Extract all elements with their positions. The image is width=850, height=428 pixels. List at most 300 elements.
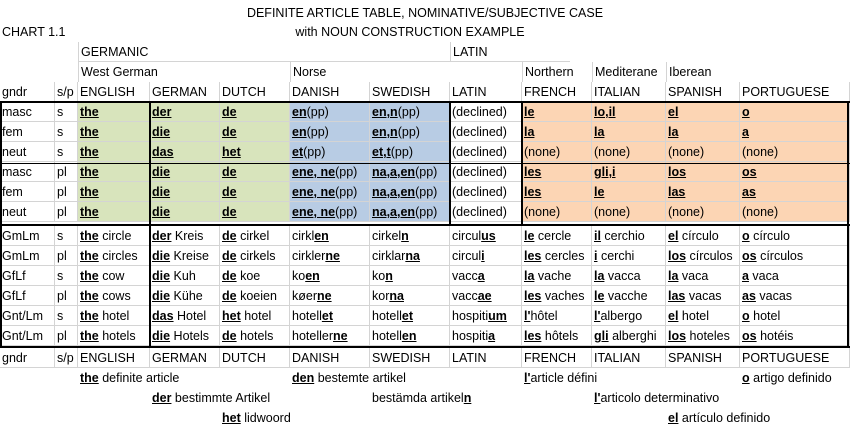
article-part: os [742,165,757,179]
article-part: die [152,289,171,303]
chart-label: CHART 1.1 [2,25,66,39]
definite-article-term [220,408,390,428]
text-part: Kühe [170,289,203,303]
article-part: the [80,329,99,343]
text-part: cirkel [372,229,402,243]
article-part: la [524,269,535,283]
text-part: ko [372,269,386,283]
article-part: the [80,145,99,159]
article-part: el [668,309,679,323]
article-cell-french [522,182,592,202]
definite-article-term [290,368,460,388]
article-cell-portuguese [740,182,850,202]
footer-column-header: s/p [55,348,78,368]
text-part: vacas [685,289,722,303]
article-part: die [152,329,171,343]
text-part: hotel [678,309,710,323]
column-header: FRENCH [522,82,592,102]
article-part: ne [317,289,332,303]
article-part: os [742,329,757,343]
article-cell-latin [450,182,522,202]
article-cell-swedish [370,102,450,122]
text-part: hôtel [530,309,558,323]
noun-cell-danish [290,286,370,306]
footer-column-header: DUTCH [220,348,290,368]
article-part: der [152,105,172,119]
text-part: koeien [236,289,277,303]
article-part: et [401,309,414,323]
article-cell-french [522,202,592,222]
article-part: la [594,125,605,139]
article-part: ae [477,289,492,303]
article-part: et,t [372,145,391,159]
article-cell-gender: fem [0,122,55,142]
text-part: cirkel [236,229,270,243]
article-part: the [80,269,99,283]
text-part: (pp) [415,205,438,219]
noun-cell-portuguese [740,306,850,326]
noun-cell-portuguese [740,246,850,266]
article-cell-number: s [55,142,78,162]
text-part: (pp) [390,145,413,159]
noun-cell-spanish [666,266,740,286]
article-part: na [405,249,420,263]
text-part: (pp) [397,105,420,119]
text-part: hotel [98,309,130,323]
article-part: les [524,165,542,179]
article-part: der [152,229,172,243]
article-part: the [80,165,99,179]
article-part: the [80,309,99,323]
article-part: n [401,229,409,243]
table-title: DEFINITE ARTICLE TABLE, NOMINATIVE/SUBJECTIVE CASE [246,6,604,20]
article-part: the [80,249,99,263]
article-part: de [222,185,237,199]
noun-cell-portuguese [740,286,850,306]
noun-cell-danish [290,226,370,246]
article-cell-spanish [666,182,740,202]
article-part: the [80,185,99,199]
noun-cell-gender: GmLm [0,246,55,266]
noun-cell-swedish [370,266,450,286]
text-part: hotell [372,309,402,323]
article-cell-gender: fem [0,182,55,202]
article-part: die [152,269,171,283]
column-header: DUTCH [220,82,290,102]
article-part: a [488,329,496,343]
column-header: s/p [55,82,78,102]
article-part: i [594,249,598,263]
noun-cell-number: pl [55,246,78,266]
article-cell-italian [592,142,666,162]
article-part: ene, ne [292,185,336,199]
article-cell-portuguese [740,142,850,162]
text-part: hoteller [292,329,333,343]
text-part: cerchi [597,249,635,263]
noun-cell-dutch [220,286,290,306]
article-part: o [742,229,750,243]
noun-cell-swedish [370,226,450,246]
noun-cell-german [150,266,220,286]
noun-cell-dutch [220,306,290,326]
article-part: l' [524,309,531,323]
noun-cell-spanish [666,286,740,306]
article-cell-english [78,142,150,162]
text-part: (declined) [452,205,507,219]
noun-cell-gender: GfLf [0,286,55,306]
article-part: en [314,229,329,243]
table-subtitle: with NOUN CONSTRUCTION EXAMPLE [295,25,525,39]
text-part: vacc [452,269,478,283]
article-cell-french [522,142,592,162]
noun-cell-french [522,286,592,306]
text-part: artículo definido [678,411,771,425]
article-cell-swedish [370,202,450,222]
definite-article-term [740,368,850,388]
article-cell-spanish [666,142,740,162]
article-part: en,n [372,125,398,139]
noun-cell-spanish [666,226,740,246]
text-part: hotell [292,309,322,323]
article-cell-spanish [666,162,740,182]
border-line [847,101,849,348]
article-part: die [152,249,171,263]
column-header: SWEDISH [370,82,450,102]
noun-cell-danish [290,266,370,286]
article-cell-portuguese [740,202,850,222]
noun-cell-german [150,226,220,246]
article-part: a [477,269,485,283]
article-part: the [80,205,99,219]
definite-article-term [666,408,836,428]
noun-cell-french [522,226,592,246]
border-line [0,101,2,348]
article-part: the [80,125,99,139]
article-part: l' [594,391,601,405]
article-part: ene, ne [292,165,336,179]
article-part: et [321,309,334,323]
text-part: circle [98,229,132,243]
text-part: hospiti [452,309,489,323]
noun-cell-portuguese [740,266,850,286]
text-part: kor [372,289,390,303]
article-part: de [222,229,237,243]
noun-cell-swedish [370,286,450,306]
group-latin: LATIN [450,42,570,62]
text-part: círculos [756,249,804,263]
text-part: vacche [604,289,648,303]
text-part: vaches [541,289,585,303]
footer-column-header: GERMAN [150,348,220,368]
noun-cell-latin [450,326,522,346]
group-germanic: GERMANIC [78,42,450,62]
article-part: die [152,125,171,139]
article-part: les [524,249,542,263]
article-part: de [222,249,237,263]
noun-cell-english [78,266,150,286]
border-line [149,101,151,348]
text-part: (none) [668,205,705,219]
article-part: den [292,371,315,385]
article-part: um [488,309,507,323]
text-part: vache [534,269,572,283]
noun-cell-spanish [666,306,740,326]
article-part: os [742,249,757,263]
article-part: el [668,411,679,425]
noun-cell-number: s [55,306,78,326]
border-line [0,224,850,226]
column-header: ITALIAN [592,82,666,102]
text-part: (none) [668,145,705,159]
article-part: i [481,249,485,263]
definite-article-term [522,368,692,388]
article-cell-portuguese [740,102,850,122]
text-part: definite article [98,371,180,385]
noun-cell-portuguese [740,226,850,246]
article-part: las [668,185,686,199]
text-part: vacc [452,289,478,303]
text-part: albergo [600,309,643,323]
noun-cell-dutch [220,226,290,246]
article-cell-danish [290,182,370,202]
text-part: Kuh [170,269,196,283]
article-cell-dutch [220,202,290,222]
text-part: lidwoord [240,411,291,425]
noun-cell-spanish [666,246,740,266]
text-part: círculos [686,249,733,263]
article-part: n [385,269,393,283]
footer-column-header: DANISH [290,348,370,368]
text-part: cercle [534,229,572,243]
border-line [0,101,850,103]
noun-cell-swedish [370,246,450,266]
article-part: les [524,289,542,303]
article-cell-dutch [220,162,290,182]
text-part: (pp) [397,125,420,139]
article-part: la [668,125,679,139]
definite-article-term [78,368,248,388]
article-cell-latin [450,122,522,142]
article-part: o [742,309,750,323]
text-part: (pp) [306,125,329,139]
article-part: het [222,145,241,159]
definite-article-term [592,388,762,408]
border-line [0,346,850,348]
text-part: hospiti [452,329,489,343]
article-part: le [594,185,605,199]
article-part: ene, ne [292,205,336,219]
article-part: le [594,289,605,303]
article-part: das [152,145,174,159]
noun-cell-french [522,306,592,326]
article-part: la [668,269,679,283]
noun-cell-portuguese [740,326,850,346]
text-part: articolo determinativo [600,391,720,405]
text-part: (declined) [452,185,507,199]
noun-cell-gender: GfLf [0,266,55,286]
article-cell-italian [592,122,666,142]
border-line [0,163,850,164]
text-part: (pp) [415,185,438,199]
article-cell-dutch [220,182,290,202]
text-part: bestimmte Artikel [171,391,271,405]
noun-cell-italian [592,266,666,286]
text-part: (none) [742,145,779,159]
article-part: en,n [372,105,398,119]
article-cell-gender: neut [0,142,55,162]
article-cell-gender: masc [0,102,55,122]
text-part: (declined) [452,165,507,179]
article-part: el [668,105,679,119]
article-cell-number: s [55,122,78,142]
article-cell-german [150,142,220,162]
text-part: (none) [594,145,631,159]
article-part: die [152,165,171,179]
noun-cell-latin [450,266,522,286]
article-part: el [668,229,679,243]
article-cell-dutch [220,142,290,162]
article-cell-latin [450,202,522,222]
article-cell-french [522,102,592,122]
article-part: o [742,105,750,119]
article-part: de [222,105,237,119]
article-cell-gender: masc [0,162,55,182]
article-part: de [222,205,237,219]
column-header: DANISH [290,82,370,102]
text-part: bestemte artikel [314,371,406,385]
text-part: article défini [530,371,598,385]
article-cell-number: pl [55,162,78,182]
noun-cell-english [78,226,150,246]
text-part: bestämda artikel [372,391,464,405]
text-part: (declined) [452,125,507,139]
article-cell-german [150,162,220,182]
article-cell-german [150,122,220,142]
noun-cell-spanish [666,326,740,346]
noun-cell-gender: Gnt/Lm [0,326,55,346]
text-part: Hotels [170,329,209,343]
article-part: la [524,125,535,139]
article-part: en [305,269,320,283]
article-cell-swedish [370,182,450,202]
noun-cell-italian [592,286,666,306]
text-part: cirkler [292,249,326,263]
text-part: hotels [98,329,136,343]
text-part: vaca [748,269,779,283]
noun-cell-german [150,246,220,266]
text-part: circles [98,249,138,263]
article-part: de [222,125,237,139]
article-part: n [463,391,472,405]
noun-cell-danish [290,306,370,326]
text-part: hoteles [686,329,730,343]
text-part: (pp) [335,165,358,179]
article-cell-english [78,202,150,222]
article-cell-swedish [370,162,450,182]
article-part: le [524,105,535,119]
noun-cell-german [150,326,220,346]
article-part: los [668,329,687,343]
article-part: na,a,en [372,185,416,199]
text-part: vacca [604,269,641,283]
text-part: Kreise [170,249,209,263]
noun-cell-english [78,246,150,266]
article-part: die [152,205,171,219]
footer-column-header: LATIN [450,348,522,368]
article-part: na [389,289,404,303]
noun-cell-swedish [370,326,450,346]
text-part: cerchio [600,229,645,243]
noun-cell-dutch [220,266,290,286]
subgroup-west-german: West German [78,62,290,82]
article-part: de [222,165,237,179]
article-part: na,a,en [372,205,416,219]
article-part: us [481,229,496,243]
footer-column-header: SPANISH [666,348,740,368]
article-cell-latin [450,162,522,182]
text-part: (pp) [335,205,358,219]
text-part: circul [452,249,482,263]
noun-cell-swedish [370,306,450,326]
text-part: (pp) [303,145,326,159]
noun-cell-danish [290,246,370,266]
text-part: hôtels [541,329,579,343]
article-cell-swedish [370,142,450,162]
article-part: het [222,411,241,425]
article-part: as [742,185,756,199]
article-cell-swedish [370,122,450,142]
footer-column-header: SWEDISH [370,348,450,368]
article-part: the [80,105,99,119]
column-header: SPANISH [666,82,740,102]
article-part: l' [524,371,531,385]
text-part: Hotel [173,309,207,323]
text-part: cirkl [292,229,315,243]
column-header: LATIN [450,82,522,102]
text-part: hotels [236,329,274,343]
noun-cell-english [78,286,150,306]
article-cell-danish [290,122,370,142]
article-cell-latin [450,102,522,122]
article-part: die [152,185,171,199]
article-cell-number: s [55,102,78,122]
text-part: (declined) [452,105,507,119]
footer-column-header: ITALIAN [592,348,666,368]
article-part: de [222,269,237,283]
article-cell-danish [290,162,370,182]
subgroup-norse: Norse [290,62,450,82]
text-part: (none) [524,205,561,219]
text-part: Kreis [171,229,204,243]
article-part: na,a,en [372,165,416,179]
article-part: de [222,329,237,343]
article-part: a [742,269,749,283]
article-part: ne [325,249,340,263]
definite-article-term [370,388,540,408]
article-part: het [222,309,241,323]
noun-cell-dutch [220,246,290,266]
article-cell-italian [592,202,666,222]
noun-cell-german [150,306,220,326]
text-part: círculo [678,229,719,243]
article-cell-gender: neut [0,202,55,222]
article-part: et [292,145,304,159]
article-part: the [80,229,99,243]
article-cell-english [78,162,150,182]
article-part: lo,il [594,105,616,119]
text-part: circul [452,229,482,243]
article-part: a [742,125,749,139]
